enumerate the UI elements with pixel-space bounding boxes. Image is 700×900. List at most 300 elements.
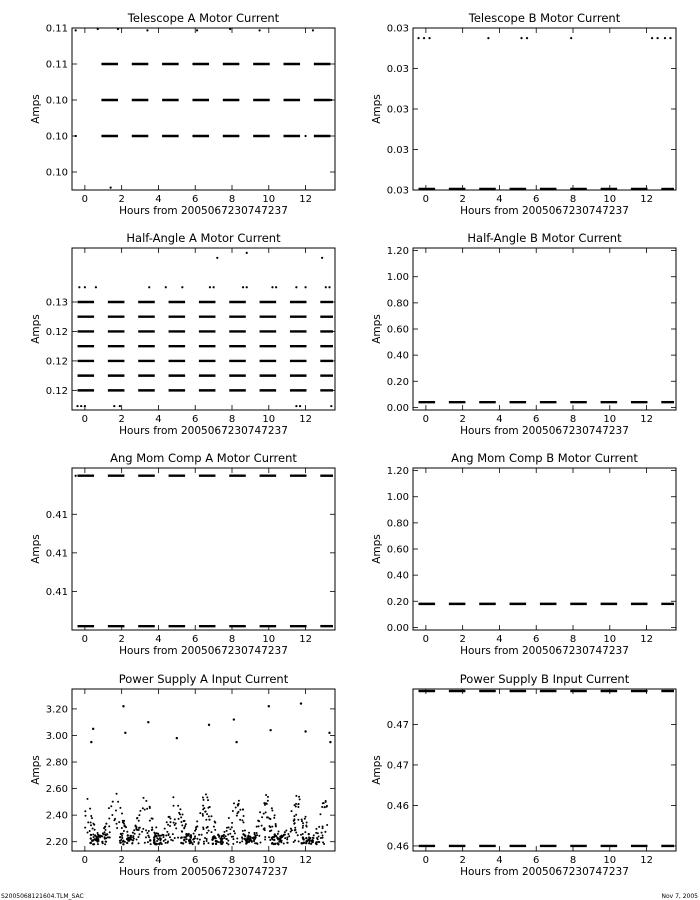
y-tick-label: 0.03 <box>386 185 409 197</box>
y-tick-label: 0.12 <box>45 385 68 397</box>
chart-title: Ang Mom Comp B Motor Current <box>451 451 638 465</box>
x-tick-label: 12 <box>299 414 312 425</box>
data-point <box>293 815 295 817</box>
data-point <box>302 822 304 824</box>
data-point <box>199 839 201 841</box>
data-point <box>185 823 187 825</box>
data-point <box>281 836 283 838</box>
x-tick-label: 8 <box>228 855 236 866</box>
y-tick-label: 0.46 <box>386 800 409 812</box>
x-tick-label: 4 <box>155 855 162 866</box>
data-point <box>300 834 302 836</box>
data-point <box>141 831 143 833</box>
data-point <box>256 842 258 844</box>
data-point <box>244 838 246 840</box>
data-point <box>312 839 314 841</box>
data-point <box>108 807 110 809</box>
data-point <box>233 718 235 720</box>
data-point <box>313 834 315 836</box>
data-point <box>227 834 229 836</box>
y-tick-label: 0.03 <box>386 23 409 35</box>
data-point <box>119 405 121 407</box>
data-point <box>651 37 653 39</box>
data-point <box>226 830 228 832</box>
x-tick-label: 2 <box>459 194 466 205</box>
data-point <box>226 842 228 844</box>
data-point <box>185 841 187 843</box>
data-point <box>124 825 126 827</box>
y-axis-label: Amps <box>371 94 383 124</box>
data-point <box>220 839 222 841</box>
data-point <box>319 813 321 815</box>
data-point <box>157 833 159 835</box>
plot-frame <box>72 28 335 190</box>
y-tick-label: 2.20 <box>45 837 68 849</box>
data-point <box>122 705 124 707</box>
data-point <box>308 838 310 840</box>
data-point <box>137 836 139 838</box>
data-point <box>126 831 128 833</box>
data-point <box>92 843 94 845</box>
data-point <box>214 836 216 838</box>
data-point <box>168 816 170 818</box>
data-point <box>295 405 297 407</box>
x-tick-label: 2 <box>459 414 466 425</box>
data-point <box>283 842 285 844</box>
x-tick-label: 12 <box>299 634 312 645</box>
data-point <box>208 815 210 817</box>
data-point <box>169 825 171 827</box>
y-tick-label: 0.03 <box>386 104 409 116</box>
data-point <box>104 826 106 828</box>
data-point <box>151 827 153 829</box>
data-point <box>324 831 326 833</box>
data-point <box>93 824 95 826</box>
data-point <box>210 831 212 833</box>
data-point <box>132 837 134 839</box>
data-point <box>108 818 110 820</box>
data-point <box>84 827 86 829</box>
data-point <box>115 810 117 812</box>
data-point <box>195 828 197 830</box>
data-point <box>182 813 184 815</box>
data-point <box>312 29 314 31</box>
x-tick-label: 8 <box>569 855 577 866</box>
data-point <box>308 842 310 844</box>
data-point <box>199 812 201 814</box>
data-point <box>147 841 149 843</box>
plot-frame <box>413 248 676 410</box>
data-point <box>158 843 160 845</box>
data-point <box>233 830 235 832</box>
chart-title: Power Supply A Input Current <box>118 672 289 686</box>
data-point <box>328 732 330 734</box>
y-tick-label: 0.00 <box>386 402 409 414</box>
data-point <box>221 842 223 844</box>
data-point <box>123 830 125 832</box>
data-point <box>244 835 246 837</box>
y-tick-label: 0.60 <box>386 544 409 556</box>
data-point <box>121 837 123 839</box>
x-tick-label: 6 <box>192 414 199 425</box>
data-series-2 <box>417 37 673 190</box>
data-point <box>268 705 270 707</box>
x-axis-label: Hours from 2005067230747237 <box>119 205 288 217</box>
data-point <box>132 839 134 841</box>
data-point <box>317 832 319 834</box>
data-point <box>149 839 151 841</box>
data-point <box>520 37 522 39</box>
data-point <box>167 824 169 826</box>
data-point <box>278 831 280 833</box>
data-point <box>297 834 299 836</box>
data-point <box>258 29 260 31</box>
data-point <box>231 822 233 824</box>
y-tick-label: 0.20 <box>386 596 409 608</box>
data-point <box>304 831 306 833</box>
data-point <box>177 837 179 839</box>
x-tick-label: 4 <box>496 855 503 866</box>
data-point <box>119 841 121 843</box>
data-point <box>164 828 166 830</box>
data-point <box>210 815 212 817</box>
data-point <box>193 841 195 843</box>
chart-title: Ang Mom Comp A Motor Current <box>110 451 297 465</box>
data-point <box>417 37 419 39</box>
x-tick-label: 4 <box>155 414 162 425</box>
y-tick-label: 0.20 <box>386 376 409 388</box>
data-point <box>165 835 167 837</box>
data-point <box>299 798 301 800</box>
data-point <box>239 842 241 844</box>
plot-frame <box>413 28 676 190</box>
data-point <box>122 843 124 845</box>
data-point <box>117 801 119 803</box>
data-point <box>330 475 332 477</box>
data-point <box>274 843 276 845</box>
data-point <box>246 286 248 288</box>
y-tick-label: 0.80 <box>386 298 409 310</box>
data-point <box>153 832 155 834</box>
data-point <box>122 840 124 842</box>
chart-panel-5 <box>30 451 335 657</box>
data-point <box>91 840 93 842</box>
data-point <box>134 833 136 835</box>
chart-panel-2 <box>371 11 676 217</box>
data-point <box>236 815 238 817</box>
x-tick-label: 4 <box>155 634 162 645</box>
y-tick-label: 0.41 <box>45 586 68 598</box>
plot-frame <box>413 468 676 630</box>
data-point <box>147 721 149 723</box>
data-point <box>229 28 231 30</box>
data-point <box>196 825 198 827</box>
data-point <box>267 796 269 798</box>
data-point <box>268 836 270 838</box>
data-point <box>326 805 328 807</box>
data-point <box>156 837 158 839</box>
y-tick-label: 0.40 <box>386 350 409 362</box>
data-point <box>264 838 266 840</box>
data-point <box>236 812 238 814</box>
data-point <box>87 832 89 834</box>
data-point <box>273 817 275 819</box>
data-point <box>275 825 277 827</box>
y-tick-label: 0.41 <box>45 509 68 521</box>
x-tick-label: 12 <box>640 194 653 205</box>
data-point <box>293 818 295 820</box>
data-point <box>92 728 94 730</box>
plot-frame <box>72 468 335 630</box>
data-point <box>234 832 236 834</box>
y-tick-label: 0.13 <box>45 297 68 309</box>
y-tick-label: 1.00 <box>386 492 409 504</box>
data-point <box>207 799 209 801</box>
y-tick-label: 0.03 <box>386 145 409 156</box>
data-point <box>168 833 170 835</box>
data-point <box>174 818 176 820</box>
data-point <box>126 842 128 844</box>
data-point <box>298 840 300 842</box>
data-point <box>318 836 320 838</box>
data-point <box>110 187 112 189</box>
data-point <box>174 824 176 826</box>
data-point <box>261 816 263 818</box>
data-point <box>235 741 237 743</box>
data-point <box>205 819 207 821</box>
data-point <box>208 724 210 726</box>
data-point <box>305 837 307 839</box>
data-point <box>239 809 241 811</box>
data-point <box>121 813 123 815</box>
data-series-2 <box>76 252 332 407</box>
data-point <box>308 836 310 838</box>
y-tick-label: 0.10 <box>45 95 68 107</box>
data-point <box>133 829 135 831</box>
data-point <box>202 815 204 817</box>
data-point <box>321 832 323 834</box>
data-point <box>263 802 265 804</box>
data-point <box>308 833 310 835</box>
data-point <box>249 837 251 839</box>
y-tick-label: 0.11 <box>45 59 68 71</box>
data-point <box>221 836 223 838</box>
data-point <box>214 829 216 831</box>
data-point <box>155 826 157 828</box>
data-point <box>252 837 254 839</box>
data-point <box>90 824 92 826</box>
data-point <box>269 729 271 731</box>
data-point <box>423 37 425 39</box>
y-tick-label: 0.41 <box>45 548 68 560</box>
data-point <box>302 833 304 835</box>
data-point <box>271 286 273 288</box>
data-point <box>80 405 82 407</box>
x-tick-label: 6 <box>533 414 540 425</box>
y-tick-label: 0.00 <box>386 622 409 634</box>
data-point <box>144 842 146 844</box>
data-point <box>326 824 328 826</box>
y-tick-label: 0.47 <box>386 760 409 772</box>
x-tick-label: 6 <box>533 194 540 205</box>
data-point <box>322 802 324 804</box>
data-series-1 <box>78 476 333 626</box>
data-point <box>265 811 267 813</box>
data-point <box>263 828 265 830</box>
data-point <box>297 806 299 808</box>
data-point <box>248 832 250 834</box>
data-point <box>277 843 279 845</box>
chart-title: Half-Angle A Motor Current <box>126 231 281 245</box>
data-point <box>183 827 185 829</box>
data-point <box>239 819 241 821</box>
data-point <box>214 822 216 824</box>
data-point <box>206 796 208 798</box>
data-point <box>315 828 317 830</box>
data-point <box>209 286 211 288</box>
data-point <box>170 821 172 823</box>
data-point <box>75 475 77 477</box>
data-point <box>143 797 145 799</box>
data-point <box>229 828 231 830</box>
data-point <box>162 836 164 838</box>
data-point <box>173 822 175 824</box>
data-point <box>116 827 118 829</box>
data-point <box>330 99 332 101</box>
data-point <box>181 286 183 288</box>
data-point <box>104 836 106 838</box>
data-point <box>84 405 86 407</box>
chart-panel-4 <box>371 231 676 437</box>
data-point <box>258 825 260 827</box>
data-point <box>102 832 104 834</box>
x-axis-label: Hours from 2005067230747237 <box>460 425 629 437</box>
y-tick-label: 2.80 <box>45 757 68 769</box>
y-tick-label: 0.10 <box>45 167 68 179</box>
data-point <box>122 820 124 822</box>
y-tick-label: 0.46 <box>386 841 409 853</box>
data-point <box>99 836 101 838</box>
data-point <box>212 836 214 838</box>
data-point <box>189 835 191 837</box>
data-point <box>209 806 211 808</box>
data-point <box>316 837 318 839</box>
data-point <box>325 286 327 288</box>
data-point <box>242 830 244 832</box>
data-point <box>232 843 234 845</box>
data-point <box>322 841 324 843</box>
plot-frame <box>413 689 676 851</box>
data-point <box>84 286 86 288</box>
data-point <box>116 823 118 825</box>
data-point <box>217 834 219 836</box>
data-point <box>271 807 273 809</box>
data-point <box>105 823 107 825</box>
data-point <box>123 822 125 824</box>
footer-date-label: Nov 7, 2005 <box>661 893 698 900</box>
data-point <box>121 835 123 837</box>
x-axis-label: Hours from 2005067230747237 <box>119 425 288 437</box>
data-point <box>101 835 103 837</box>
data-point <box>259 841 261 843</box>
data-point <box>193 838 195 840</box>
data-series-1 <box>419 691 674 846</box>
data-point <box>138 820 140 822</box>
data-series-1 <box>84 702 331 845</box>
data-point <box>129 838 131 840</box>
x-tick-label: 2 <box>118 855 125 866</box>
data-point <box>225 835 227 837</box>
data-point <box>90 842 92 844</box>
data-point <box>213 286 215 288</box>
chart-title: Power Supply B Input Current <box>459 672 630 686</box>
data-point <box>97 832 99 834</box>
data-point <box>657 37 659 39</box>
data-point <box>148 286 150 288</box>
data-point <box>265 794 267 796</box>
data-point <box>75 135 77 137</box>
data-point <box>132 842 134 844</box>
data-point <box>183 820 185 822</box>
data-point <box>110 805 112 807</box>
x-tick-label: 10 <box>262 414 276 425</box>
y-tick-label: 0.60 <box>386 324 409 336</box>
data-point <box>119 840 121 842</box>
y-axis-label: Amps <box>30 755 42 785</box>
chart-panel-7 <box>30 672 335 878</box>
data-point <box>305 824 307 826</box>
data-point <box>174 837 176 839</box>
data-point <box>274 833 276 835</box>
data-point <box>97 28 99 30</box>
x-tick-label: 2 <box>459 855 466 866</box>
x-tick-label: 6 <box>533 855 540 866</box>
data-point <box>232 838 234 840</box>
data-point <box>287 842 289 844</box>
data-point <box>270 829 272 831</box>
data-point <box>671 845 673 847</box>
x-tick-label: 10 <box>262 855 276 866</box>
data-point <box>186 838 188 840</box>
data-point <box>254 832 256 834</box>
data-point <box>124 732 126 734</box>
data-point <box>291 810 293 812</box>
data-point <box>487 37 489 39</box>
data-series-2 <box>75 28 333 189</box>
data-point <box>271 809 273 811</box>
data-point <box>215 843 217 845</box>
data-point <box>91 817 93 819</box>
data-point <box>322 835 324 837</box>
x-tick-label: 10 <box>603 414 617 425</box>
data-point <box>202 808 204 810</box>
data-point <box>275 286 277 288</box>
data-point <box>145 836 147 838</box>
data-point <box>279 840 281 842</box>
y-tick-label: 0.12 <box>45 356 68 368</box>
y-axis-label: Amps <box>30 534 42 564</box>
data-point <box>135 828 137 830</box>
x-tick-label: 0 <box>422 194 430 205</box>
x-tick-label: 8 <box>228 414 236 425</box>
data-point <box>276 837 278 839</box>
data-point <box>136 826 138 828</box>
data-point <box>104 834 106 836</box>
data-point <box>215 840 217 842</box>
data-point <box>145 800 147 802</box>
data-point <box>271 826 273 828</box>
data-point <box>142 807 144 809</box>
